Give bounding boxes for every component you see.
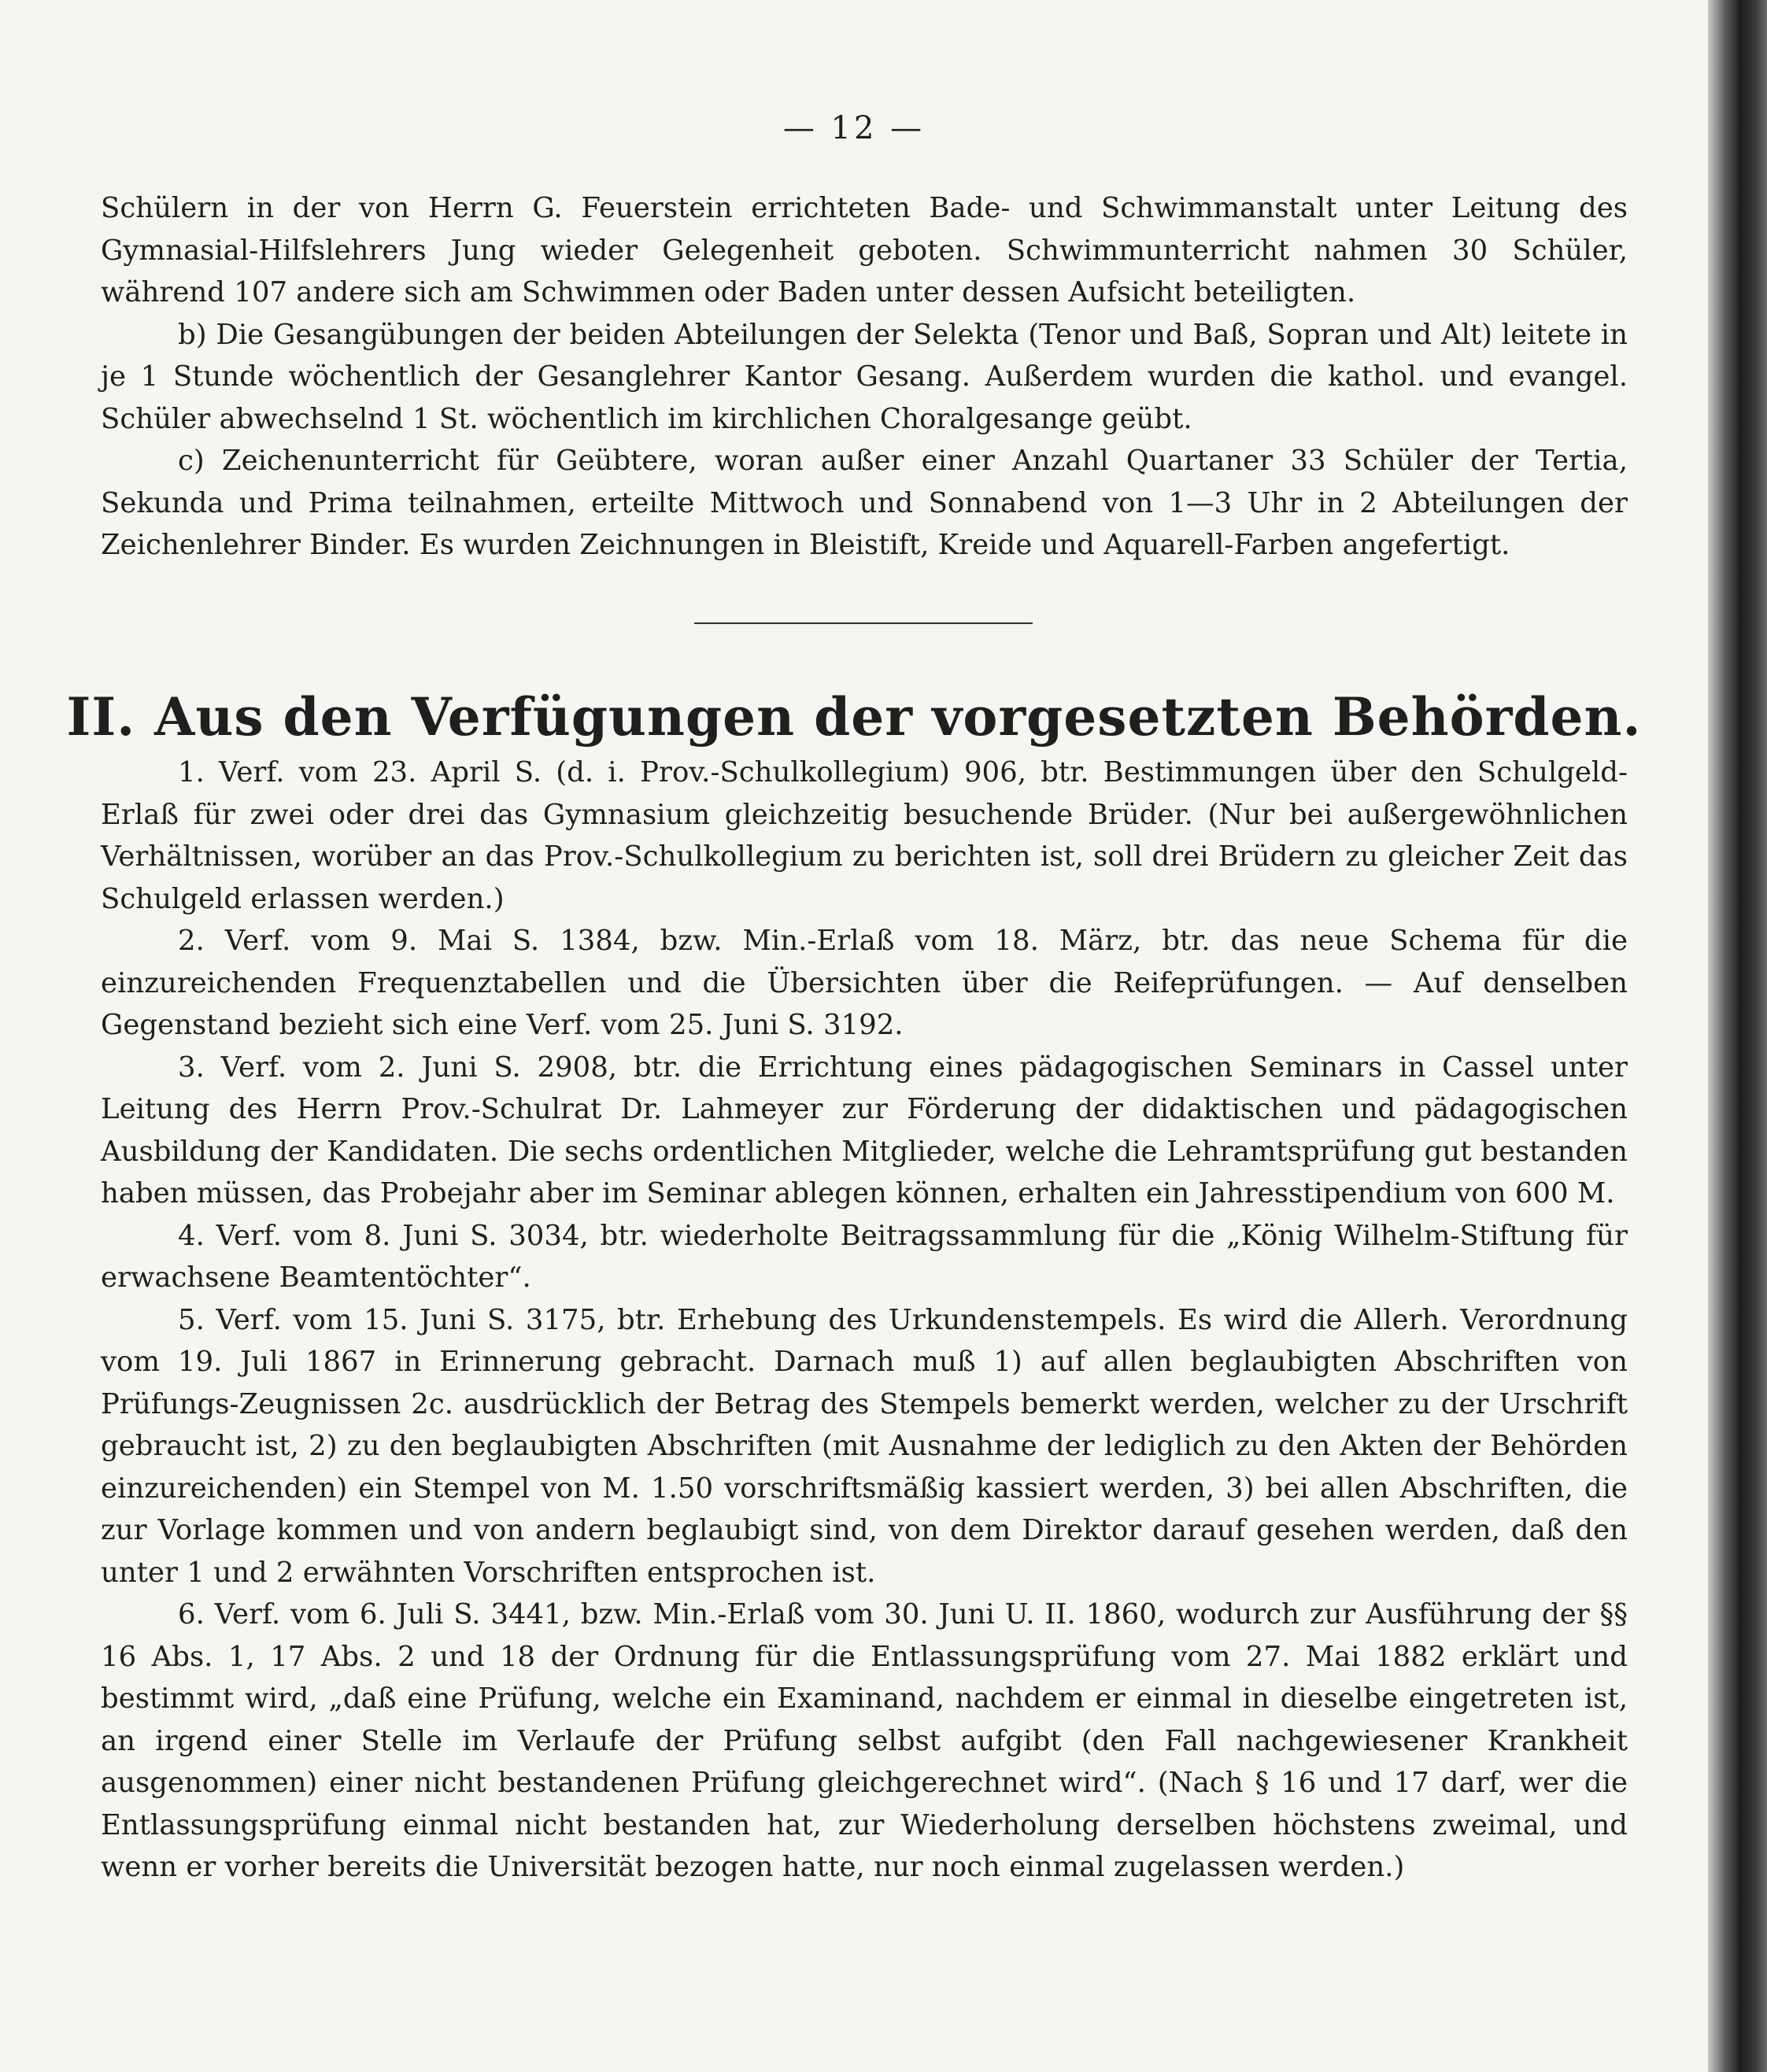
decree-item: 1. Verf. vom 23. April S. (d. i. Prov.-Schulkollegium) 906, btr. Bestimmungen über den Schulgeld-Erlaß für zwei oder drei das Gymnasium gleichzeitig besuchende Brüder. (Nur bei außergewöhnlichen Verhältnissen, worüber an das Prov.-Schulkollegium zu berichten ist, soll drei Brüdern zu gleicher Zeit das Schulgeld erlassen werden.)	[101, 756, 1628, 915]
decree-item: 3. Verf. vom 2. Juni S. 2908, btr. die Errichtung eines pädagogischen Seminars in Cassel unter Leitung des Herrn Prov.-Schulrat Dr. Lahmeyer zur Förderung der didaktischen und pädagogischen Ausbildung der Kandidaten. Die sechs ordentlichen Mitglieder, welche die Lehramtsprüfung gut bestanden haben müssen, das Probejahr aber im Seminar ablegen können, erhalten ein Jahresstipendium von 600 M.	[101, 1051, 1628, 1210]
decree-item: 6. Verf. vom 6. Juli S. 3441, bzw. Min.-Erlaß vom 30. Juni U. II. 1860, wodurch zur Ausführung der §§ 16 Abs. 1, 17 Abs. 2 und 18 der Ordnung für die Entlassungsprüfung vom 27. Mai 1882 erklärt und bestimmt wird, „daß eine Prüfung, welche ein Examinand, nachdem er einmal in dieselbe eingetreten ist, an irgend einer Stelle im Verlaufe der Prüfung selbst aufgibt (den Fall nachgewiesener Krankheit ausgenommen) einer nicht bestandenen Prüfung gleichgerechnet wird“. (Nach § 16 und 17 darf, wer die Entlassungsprüfung einmal nicht bestanden hat, zur Wiederholung derselben höchstens zweimal, und wenn er vorher bereits die Universität bezogen hatte, nur noch einmal zugelassen werden.)	[101, 1598, 1628, 1883]
section-divider	[694, 622, 1033, 624]
school-activities-section	[101, 187, 1628, 567]
decree-item: 2. Verf. vom 9. Mai S. 1384, bzw. Min.-Erlaß vom 18. März, btr. das neue Schema für die einzureichenden Frequenztabellen und die Übersichten über die Reifeprüfungen. — Auf denselben Gegenstand bezieht sich eine Verf. vom 25. Juni S. 3192.	[101, 925, 1628, 1041]
decree-item: 4. Verf. vom 8. Juni S. 3034, btr. wiederholte Beitragssammlung für die „König Wilhelm-Stiftung für erwachsene Beamtentöchter“.	[101, 1219, 1628, 1294]
decrees-section	[101, 752, 1628, 1889]
book-binding-edge	[1708, 0, 1767, 2072]
section-heading: II. Aus den Verfügungen der vorgesetzten Behörden.	[66, 686, 1642, 748]
decree-item: 5. Verf. vom 15. Juni S. 3175, btr. Erhebung des Urkundenstempels. Es wird die Allerh. Verordnung vom 19. Juli 1867 in Erinnerung gebracht. Darnach muß 1) auf allen beglaubigten Abschriften von Prüfungs-Zeugnissen 2c. ausdrücklich der Betrag des Stempels bemerkt werden, welcher zu der Urschrift gebraucht ist, 2) zu den beglaubigten Abschriften (mit Ausnahme der lediglich zu den Akten der Behörden einzureichenden) ein Stempel von M. 1.50 vorschriftsmäßig kassiert werden, 3) bei allen Abschriften, die zur Vorlage kommen und von andern beglaubigt sind, von dem Direktor darauf gesehen werden, daß den unter 1 und 2 erwähnten Vorschriften entsprochen ist.	[101, 1303, 1628, 1589]
paragraph-singing: b) Die Gesangübungen der beiden Abteilungen der Selekta (Tenor und Baß, Sopran und Alt) leitete in je 1 Stunde wöchentlich der Gesanglehrer Kantor Gesang. Außerdem wurden die kathol. und evangel. Schüler abwechselnd 1 St. wöchentlich im kirchlichen Choralgesange geübt.	[101, 318, 1628, 435]
page-number: — 12 —	[782, 110, 926, 146]
paragraph-drawing: c) Zeichenunterricht für Geübtere, woran außer einer Anzahl Quartaner 33 Schüler der Tertia, Sekunda und Prima teilnahmen, erteilte Mittwoch und Sonnabend von 1—3 Uhr in 2 Abteilungen der Zeichenlehrer Binder. Es wurden Zeichnungen in Bleistift, Kreide und Aquarell-Farben angefertigt.	[101, 445, 1628, 561]
paragraph-swimming: Schülern in der von Herrn G. Feuerstein errichteten Bade- und Schwimmanstalt unter Leitung des Gymnasial-Hilfslehrers Jung wieder Gelegenheit geboten. Schwimmunterricht nahmen 30 Schüler, während 107 andere sich am Schwimmen oder Baden unter dessen Aufsicht beteiligten.	[101, 192, 1628, 308]
